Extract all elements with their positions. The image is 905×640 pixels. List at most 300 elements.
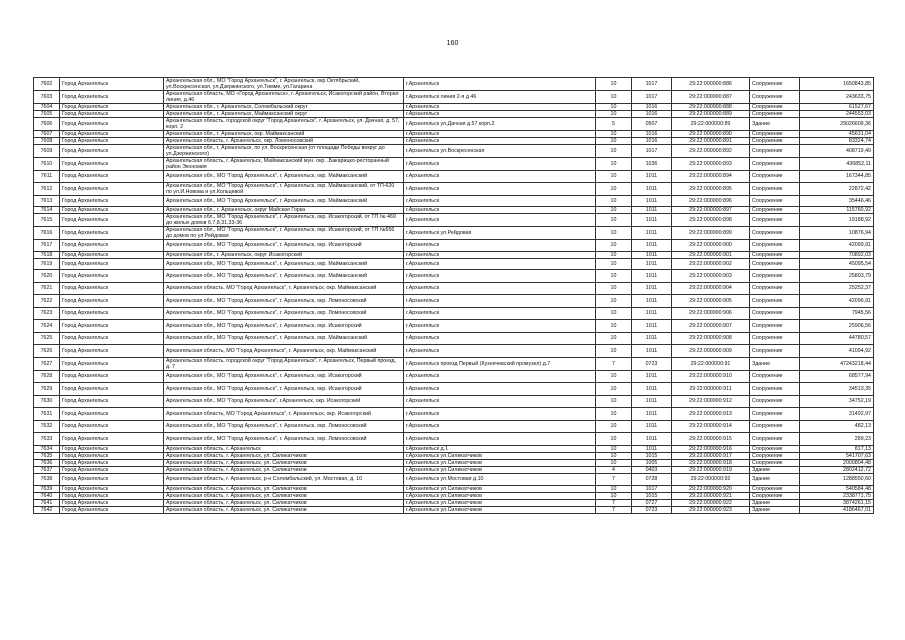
- cadastral-number-cell: 29:22:000000:896: [672, 195, 750, 207]
- address-cell: Архангельская обл., МО "Город Архангельск", г. Архангельск, окр. Маймаксанский: [164, 332, 404, 345]
- location-cell: г.Архангельск ул.Рейдовая: [404, 227, 596, 240]
- table-row: [34, 258, 874, 270]
- object-type-cell: Сооружение: [750, 145, 800, 158]
- cadastral-number-cell: 29:22:000000:908: [672, 332, 750, 345]
- table-row: [34, 486, 874, 493]
- cadastral-number-cell: 29:22:000000:903: [672, 270, 750, 283]
- row-number-cell: 7620: [34, 270, 60, 283]
- address-cell: Архангельская обл., МО "Город Архангельск", г. Архангельск, окр. Ломоносовский: [164, 295, 404, 308]
- cadastral-value-cell: 25252,37: [800, 282, 874, 295]
- table-row: [34, 111, 874, 118]
- type-code-cell: 1016: [632, 111, 672, 118]
- location-cell: г.Архангельск: [404, 332, 596, 345]
- group-code-cell: 10: [596, 383, 632, 396]
- municipality-cell: Город Архангельск: [60, 195, 164, 207]
- location-cell: г.Архангельск: [404, 408, 596, 421]
- row-number-cell: 7607: [34, 131, 60, 138]
- type-code-cell: 1011: [632, 227, 672, 240]
- group-code-cell: 10: [596, 214, 632, 227]
- table-row: [34, 500, 874, 507]
- object-type-cell: Здание: [750, 500, 800, 507]
- cadastral-value-cell: 817,13: [800, 445, 874, 452]
- group-code-cell: 10: [596, 307, 632, 320]
- object-type-cell: Сооружение: [750, 383, 800, 396]
- municipality-cell: Город Архангельск: [60, 420, 164, 433]
- location-cell: г.Архангельск: [404, 182, 596, 195]
- location-cell: г.Архангельск: [404, 214, 596, 227]
- cadastral-value-cell: 25906,56: [800, 320, 874, 333]
- municipality-cell: Город Архангельск: [60, 145, 164, 158]
- cadastral-number-cell: 29:22:000000:894: [672, 171, 750, 183]
- municipality-cell: Город Архангельск: [60, 227, 164, 240]
- group-code-cell: 10: [596, 251, 632, 258]
- table-row: [34, 383, 874, 396]
- cadastral-number-cell: 29:22:000000:914: [672, 420, 750, 433]
- type-code-cell: 1036: [632, 158, 672, 171]
- row-number-cell: 7619: [34, 258, 60, 270]
- address-cell: Архангельская область, городской округ "Город Архангельск", г. Архангельск, ул. Дачная, д. 57, корп. 2: [164, 118, 404, 131]
- address-cell: Архангельская обл., МО "Город Архангельск", г. Архангельск, окр. Исакогорский, от ТП №556 до домов по ул.Рейдовая: [164, 227, 404, 240]
- location-cell: г.Архангельск: [404, 138, 596, 145]
- cadastral-value-cell: 22872,42: [800, 182, 874, 195]
- cadastral-number-cell: 29:22:000000:887: [672, 91, 750, 104]
- cadastral-number-cell: 29:22:000000:891: [672, 138, 750, 145]
- type-code-cell: 1011: [632, 332, 672, 345]
- type-code-cell: 1011: [632, 171, 672, 183]
- cadastral-number-cell: 29:22:000000:888: [672, 104, 750, 111]
- municipality-cell: Город Архангельск: [60, 214, 164, 227]
- row-number-cell: 7640: [34, 493, 60, 500]
- type-code-cell: 1015: [632, 452, 672, 459]
- address-cell: Архангельская обл., МО "Город Архангельск", г. Архангельск, окр. Маймаксанский: [164, 195, 404, 207]
- municipality-cell: Город Архангельск: [60, 138, 164, 145]
- row-number-cell: 7624: [34, 320, 60, 333]
- municipality-cell: Город Архангельск: [60, 158, 164, 171]
- location-cell: г.Архангельск: [404, 240, 596, 252]
- table-row: [34, 182, 874, 195]
- type-code-cell: 1011: [632, 445, 672, 452]
- location-cell: г.Архангельск ул.Силикатчиков: [404, 486, 596, 493]
- address-cell: Архангельская область, г. Архангельск, ул. Силикатчиков: [164, 459, 404, 466]
- group-code-cell: 10: [596, 332, 632, 345]
- group-code-cell: 10: [596, 158, 632, 171]
- municipality-cell: Город Архангельск: [60, 131, 164, 138]
- cadastral-number-cell: 29:22:000000:917: [672, 452, 750, 459]
- row-number-cell: 7634: [34, 445, 60, 452]
- object-type-cell: Сооружение: [750, 420, 800, 433]
- address-cell: Архангельская область, г. Архангельск, Маймаксанский мун. окр. ,Бакарицко-ресторанный район Экономия: [164, 158, 404, 171]
- cadastral-number-cell: 29:22:000000:915: [672, 433, 750, 446]
- group-code-cell: 10: [596, 452, 632, 459]
- location-cell: г.Архангельск: [404, 307, 596, 320]
- cadastral-number-cell: 29:22:000000:897: [672, 207, 750, 214]
- address-cell: Архангельская обл., МО "Город Архангельск", г. Архангельск, окр. Исакогорский: [164, 240, 404, 252]
- table-row: [34, 507, 874, 514]
- type-code-cell: 1011: [632, 408, 672, 421]
- table-row: [34, 227, 874, 240]
- cadastral-number-cell: 29:22:000000:902: [672, 258, 750, 270]
- object-type-cell: Сооружение: [750, 91, 800, 104]
- row-number-cell: 7621: [34, 282, 60, 295]
- address-cell: Архангельская обл., МО "Город Архангельск", г. Архангельск, окр. Исакогорский: [164, 370, 404, 383]
- table-row: [34, 395, 874, 408]
- location-cell: г.Архангельск линия 2-я д 46: [404, 91, 596, 104]
- address-cell: Архангельская область, г. Архангельск: [164, 445, 404, 452]
- municipality-cell: Город Архангельск: [60, 91, 164, 104]
- type-code-cell: 1016: [632, 104, 672, 111]
- location-cell: г.Архангельск: [404, 433, 596, 446]
- cadastral-value-cell: 45631,04: [800, 131, 874, 138]
- cadastral-value-cell: 289,23: [800, 433, 874, 446]
- cadastral-number-cell: 29:22:000000:922: [672, 500, 750, 507]
- group-code-cell: 10: [596, 104, 632, 111]
- address-cell: Архангельская область, городской округ "Город Архангельск", г. Архангельск, Первый проезд, д. 7: [164, 357, 404, 370]
- object-type-cell: Сооружение: [750, 395, 800, 408]
- object-type-cell: Сооружение: [750, 307, 800, 320]
- table-row: [34, 320, 874, 333]
- group-code-cell: 10: [596, 420, 632, 433]
- address-cell: Архангельская область, МО «Город Архангельск», г. Архангельск, Исакогорский район, Вторая линия, д.46: [164, 91, 404, 104]
- location-cell: г.Архангельск ул.Дачная д.57 корп.2: [404, 118, 596, 131]
- table-row: [34, 433, 874, 446]
- municipality-cell: Город Архангельск: [60, 445, 164, 452]
- group-code-cell: 10: [596, 258, 632, 270]
- address-cell: Архангельская область, г. Архангельск, ул. Силикатчиков: [164, 507, 404, 514]
- address-cell: Архангельская обл., МО "Город Архангельск", г. Архангельск, окр.Октябрьский, ул.Воскресенская, ул.Дзержинского, ул.Тимме, ул.Гагарина: [164, 78, 404, 91]
- address-cell: Архангельская обл., г. Архангельск, по ул. Воскресенская (от площади Победы вокруг до ул.Дзержинского): [164, 145, 404, 158]
- table-row: [34, 307, 874, 320]
- object-type-cell: Здание: [750, 507, 800, 514]
- cadastral-value-cell: 42099,91: [800, 240, 874, 252]
- location-cell: г.Архангельск ул.Силикатчиков: [404, 507, 596, 514]
- cadastral-number-cell: 29:22:000000:923: [672, 507, 750, 514]
- group-code-cell: 10: [596, 227, 632, 240]
- municipality-cell: Город Архангельск: [60, 207, 164, 214]
- row-number-cell: 7603: [34, 91, 60, 104]
- address-cell: Архангельская область, г. Архангельск, ул. Силикатчиков: [164, 486, 404, 493]
- type-code-cell: 1011: [632, 295, 672, 308]
- table-row: [34, 270, 874, 283]
- cadastral-value-cell: 408719,49: [800, 145, 874, 158]
- municipality-cell: Город Архангельск: [60, 500, 164, 507]
- object-type-cell: Сооружение: [750, 138, 800, 145]
- address-cell: Архангельская обл., МО "Город Архангельск", г. Архангельск, окр. Ломоносовский: [164, 420, 404, 433]
- address-cell: Архангельская обл., МО "Город Архангельск", г. Архангельск, окр. Маймаксанский: [164, 258, 404, 270]
- group-code-cell: 10: [596, 131, 632, 138]
- address-cell: Архангельская область, г. Архангельск, р-н Соломбальский, ул. Мостовая, д. 10: [164, 473, 404, 486]
- municipality-cell: Город Архангельск: [60, 282, 164, 295]
- row-number-cell: 7641: [34, 500, 60, 507]
- location-cell: г.Архангельск: [404, 195, 596, 207]
- municipality-cell: Город Архангельск: [60, 486, 164, 493]
- location-cell: г.Архангельск ул.Силикатчиков: [404, 500, 596, 507]
- table-row: [34, 138, 874, 145]
- cadastral-value-cell: 540584,48: [800, 486, 874, 493]
- location-cell: г.Архангельск: [404, 78, 596, 91]
- municipality-cell: Город Архангельск: [60, 473, 164, 486]
- table-row: [34, 459, 874, 466]
- location-cell: г.Архангельск: [404, 158, 596, 171]
- address-cell: Архангельская обл., МО "Город Архангельск", г. Архангельск, окр. Маймаксанский: [164, 270, 404, 283]
- type-code-cell: 1011: [632, 258, 672, 270]
- type-code-cell: 1011: [632, 307, 672, 320]
- group-code-cell: 10: [596, 195, 632, 207]
- location-cell: г.Архангельск: [404, 104, 596, 111]
- location-cell: г.Архангельск: [404, 270, 596, 283]
- address-cell: Архангельская обл., г. Архангельск, Соломбальский округ: [164, 104, 404, 111]
- location-cell: г.Архангельск: [404, 171, 596, 183]
- object-type-cell: Сооружение: [750, 195, 800, 207]
- type-code-cell: 0403: [632, 466, 672, 473]
- cadastral-number-cell: 29:22:000000:895: [672, 182, 750, 195]
- cadastral-value-cell: 4186467,01: [800, 507, 874, 514]
- location-cell: г.Архангельск ул.Силикатчиков: [404, 459, 596, 466]
- object-type-cell: Сооружение: [750, 452, 800, 459]
- group-code-cell: 10: [596, 78, 632, 91]
- table-row: [34, 251, 874, 258]
- table-row: [34, 104, 874, 111]
- group-code-cell: 10: [596, 345, 632, 358]
- type-code-cell: 1011: [632, 345, 672, 358]
- type-code-cell: 1017: [632, 145, 672, 158]
- group-code-cell: 10: [596, 207, 632, 214]
- address-cell: Архангельская обл., МО "Город Архангельск", г. Архангельск, окр. Маймаксанский: [164, 171, 404, 183]
- row-number-cell: 7631: [34, 408, 60, 421]
- table-row: [34, 466, 874, 473]
- group-code-cell: 10: [596, 138, 632, 145]
- object-type-cell: Сооружение: [750, 370, 800, 383]
- row-number-cell: 7638: [34, 473, 60, 486]
- cadastral-number-cell: 29:22:000000:901: [672, 251, 750, 258]
- location-cell: г.Архангельск проезд Первый (Кузнечевский промузел) д.7: [404, 357, 596, 370]
- object-type-cell: Сооружение: [750, 111, 800, 118]
- table-row: [34, 78, 874, 91]
- row-number-cell: 7627: [34, 357, 60, 370]
- municipality-cell: Город Архангельск: [60, 320, 164, 333]
- group-code-cell: 5: [596, 118, 632, 131]
- municipality-cell: Город Архангельск: [60, 370, 164, 383]
- row-number-cell: 7628: [34, 370, 60, 383]
- cadastral-value-cell: 115760,92: [800, 207, 874, 214]
- cadastral-number-cell: 29:22:000000:909: [672, 345, 750, 358]
- object-type-cell: Сооружение: [750, 104, 800, 111]
- municipality-cell: Город Архангельск: [60, 395, 164, 408]
- municipality-cell: Город Архангельск: [60, 104, 164, 111]
- address-cell: Архангельская обл., МО "Город Архангельск", г.Архангельск, окр. Исакогорский: [164, 395, 404, 408]
- group-code-cell: 10: [596, 270, 632, 283]
- address-cell: Архангельская область, г. Архангельск, окр. Ломоносовский: [164, 138, 404, 145]
- address-cell: Архангельская обл., г. Архангельск, округ Исакогорский: [164, 251, 404, 258]
- table-row: [34, 240, 874, 252]
- group-code-cell: 10: [596, 282, 632, 295]
- municipality-cell: Город Архангельск: [60, 452, 164, 459]
- municipality-cell: Город Архангельск: [60, 507, 164, 514]
- type-code-cell: 1011: [632, 320, 672, 333]
- table-row: [34, 158, 874, 171]
- cadastral-number-cell: 29:22:000000:907: [672, 320, 750, 333]
- cadastral-number-cell: 29:22:000000:91: [672, 357, 750, 370]
- object-type-cell: Сооружение: [750, 282, 800, 295]
- row-number-cell: 7636: [34, 459, 60, 466]
- cadastral-value-cell: 25803,79: [800, 270, 874, 283]
- object-type-cell: Сооружение: [750, 433, 800, 446]
- cadastral-number-cell: 29:22:000000:921: [672, 493, 750, 500]
- cadastral-number-cell: 29:22:000000:906: [672, 307, 750, 320]
- municipality-cell: Город Архангельск: [60, 240, 164, 252]
- group-code-cell: 4: [596, 466, 632, 473]
- row-number-cell: 7622: [34, 295, 60, 308]
- cadastral-number-cell: 29:22:000000:910: [672, 370, 750, 383]
- table-row: [34, 91, 874, 104]
- type-code-cell: 1011: [632, 270, 672, 283]
- type-code-cell: 1011: [632, 251, 672, 258]
- object-type-cell: Здание: [750, 473, 800, 486]
- type-code-cell: 1011: [632, 207, 672, 214]
- municipality-cell: Город Архангельск: [60, 459, 164, 466]
- cadastral-value-cell: 70892,03: [800, 251, 874, 258]
- object-type-cell: Сооружение: [750, 78, 800, 91]
- location-cell: г.Архангельск: [404, 345, 596, 358]
- group-code-cell: 10: [596, 240, 632, 252]
- row-number-cell: 7608: [34, 138, 60, 145]
- cadastral-value-cell: 243633,75: [800, 91, 874, 104]
- type-code-cell: 0723: [632, 357, 672, 370]
- group-code-cell: 10: [596, 370, 632, 383]
- type-code-cell: 1016: [632, 131, 672, 138]
- group-code-cell: 10: [596, 145, 632, 158]
- table-row: [34, 452, 874, 459]
- cadastral-value-cell: 1650843,85: [800, 78, 874, 91]
- location-cell: г.Архангельск: [404, 131, 596, 138]
- cadastral-value-cell: 41094,92: [800, 345, 874, 358]
- row-number-cell: 7632: [34, 420, 60, 433]
- cadastral-value-cell: 2000804,48: [800, 459, 874, 466]
- row-number-cell: 7614: [34, 207, 60, 214]
- object-type-cell: Сооружение: [750, 258, 800, 270]
- row-number-cell: 7617: [34, 240, 60, 252]
- cadastral-number-cell: 29:22:000000:890: [672, 131, 750, 138]
- row-number-cell: 7633: [34, 433, 60, 446]
- group-code-cell: 10: [596, 91, 632, 104]
- group-code-cell: 10: [596, 320, 632, 333]
- cadastral-value-cell: 167344,85: [800, 171, 874, 183]
- municipality-cell: Город Архангельск: [60, 383, 164, 396]
- municipality-cell: Город Архангельск: [60, 408, 164, 421]
- cadastral-value-cell: 34513,35: [800, 383, 874, 396]
- type-code-cell: 1011: [632, 182, 672, 195]
- row-number-cell: 7626: [34, 345, 60, 358]
- cadastral-value-cell: 34752,19: [800, 395, 874, 408]
- municipality-cell: Город Архангельск: [60, 295, 164, 308]
- address-cell: Архангельская обл., МО "Город Архангельск", г. Архангельск, окр. Ломоносовский: [164, 433, 404, 446]
- table-row: [34, 473, 874, 486]
- table-row: [34, 370, 874, 383]
- row-number-cell: 7612: [34, 182, 60, 195]
- address-cell: Архангельская обл., МО "Город Архангельск", г. Архангельск, окр. Исакогорский: [164, 320, 404, 333]
- type-code-cell: 1011: [632, 214, 672, 227]
- object-type-cell: Сооружение: [750, 295, 800, 308]
- table-row: [34, 171, 874, 183]
- type-code-cell: 1011: [632, 282, 672, 295]
- location-cell: г.Архангельск: [404, 383, 596, 396]
- object-type-cell: Сооружение: [750, 493, 800, 500]
- table-row: [34, 493, 874, 500]
- municipality-cell: Город Архангельск: [60, 466, 164, 473]
- row-number-cell: 7616: [34, 227, 60, 240]
- row-number-cell: 7609: [34, 145, 60, 158]
- municipality-cell: Город Архангельск: [60, 433, 164, 446]
- municipality-cell: Город Архангельск: [60, 332, 164, 345]
- cadastral-number-cell: 29:22:000000:913: [672, 408, 750, 421]
- address-cell: Архангельская область, г. Архангельск, ул. Силикатчиков: [164, 466, 404, 473]
- group-code-cell: 10: [596, 433, 632, 446]
- cadastral-value-cell: 10876,94: [800, 227, 874, 240]
- group-code-cell: 7: [596, 473, 632, 486]
- type-code-cell: 0723: [632, 507, 672, 514]
- municipality-cell: Город Архангельск: [60, 270, 164, 283]
- municipality-cell: Город Архангельск: [60, 171, 164, 183]
- row-number-cell: 7623: [34, 307, 60, 320]
- table-row: [34, 282, 874, 295]
- cadastral-number-cell: 29:22:000000:916: [672, 445, 750, 452]
- object-type-cell: Сооружение: [750, 207, 800, 214]
- location-cell: г.Архангельск д.1: [404, 445, 596, 452]
- address-cell: Архангельская область, г. Архангельск, ул. Силикатчиков: [164, 493, 404, 500]
- address-cell: Архангельская область, г. Архангельск, ул. Силикатчиков: [164, 452, 404, 459]
- object-type-cell: Сооружение: [750, 182, 800, 195]
- table-row: [34, 195, 874, 207]
- address-cell: Архангельская обл., г. Архангельск, Маймаксанский округ: [164, 111, 404, 118]
- row-number-cell: 7637: [34, 466, 60, 473]
- cadastral-number-cell: 29:22:000000:92: [672, 473, 750, 486]
- group-code-cell: 7: [596, 500, 632, 507]
- cadastral-number-cell: 29:22:000000:918: [672, 459, 750, 466]
- type-code-cell: 1011: [632, 370, 672, 383]
- cadastral-number-cell: 29:22:000000:898: [672, 214, 750, 227]
- municipality-cell: Город Архангельск: [60, 307, 164, 320]
- table-row: [34, 207, 874, 214]
- address-cell: Архангельская область, МО "Город Архангельск", г. Архангельск, окр. Маймаксанский: [164, 282, 404, 295]
- table-row: [34, 295, 874, 308]
- property-register-table: [33, 77, 874, 514]
- type-code-cell: 1011: [632, 433, 672, 446]
- cadastral-number-cell: 29:22:000000:919: [672, 466, 750, 473]
- object-type-cell: Сооружение: [750, 227, 800, 240]
- municipality-cell: Город Архангельск: [60, 251, 164, 258]
- object-type-cell: Сооружение: [750, 270, 800, 283]
- row-number-cell: 7642: [34, 507, 60, 514]
- group-code-cell: 10: [596, 111, 632, 118]
- cadastral-value-cell: 83324,74: [800, 138, 874, 145]
- group-code-cell: 10: [596, 171, 632, 183]
- cadastral-value-cell: 35446,46: [800, 195, 874, 207]
- location-cell: г.Архангельск ул.Силикатчиков: [404, 493, 596, 500]
- table-row: [34, 145, 874, 158]
- row-number-cell: 7615: [34, 214, 60, 227]
- object-type-cell: Сооружение: [750, 320, 800, 333]
- location-cell: г.Архангельск: [404, 282, 596, 295]
- group-code-cell: 10: [596, 408, 632, 421]
- object-type-cell: Сооружение: [750, 408, 800, 421]
- cadastral-number-cell: 29:22:000000:920: [672, 486, 750, 493]
- type-code-cell: 1017: [632, 78, 672, 91]
- group-code-cell: 10: [596, 486, 632, 493]
- cadastral-number-cell: 29:22:000000:911: [672, 383, 750, 396]
- row-number-cell: 7606: [34, 118, 60, 131]
- location-cell: г.Архангельск: [404, 251, 596, 258]
- type-code-cell: 1011: [632, 420, 672, 433]
- location-cell: г.Архангельск: [404, 370, 596, 383]
